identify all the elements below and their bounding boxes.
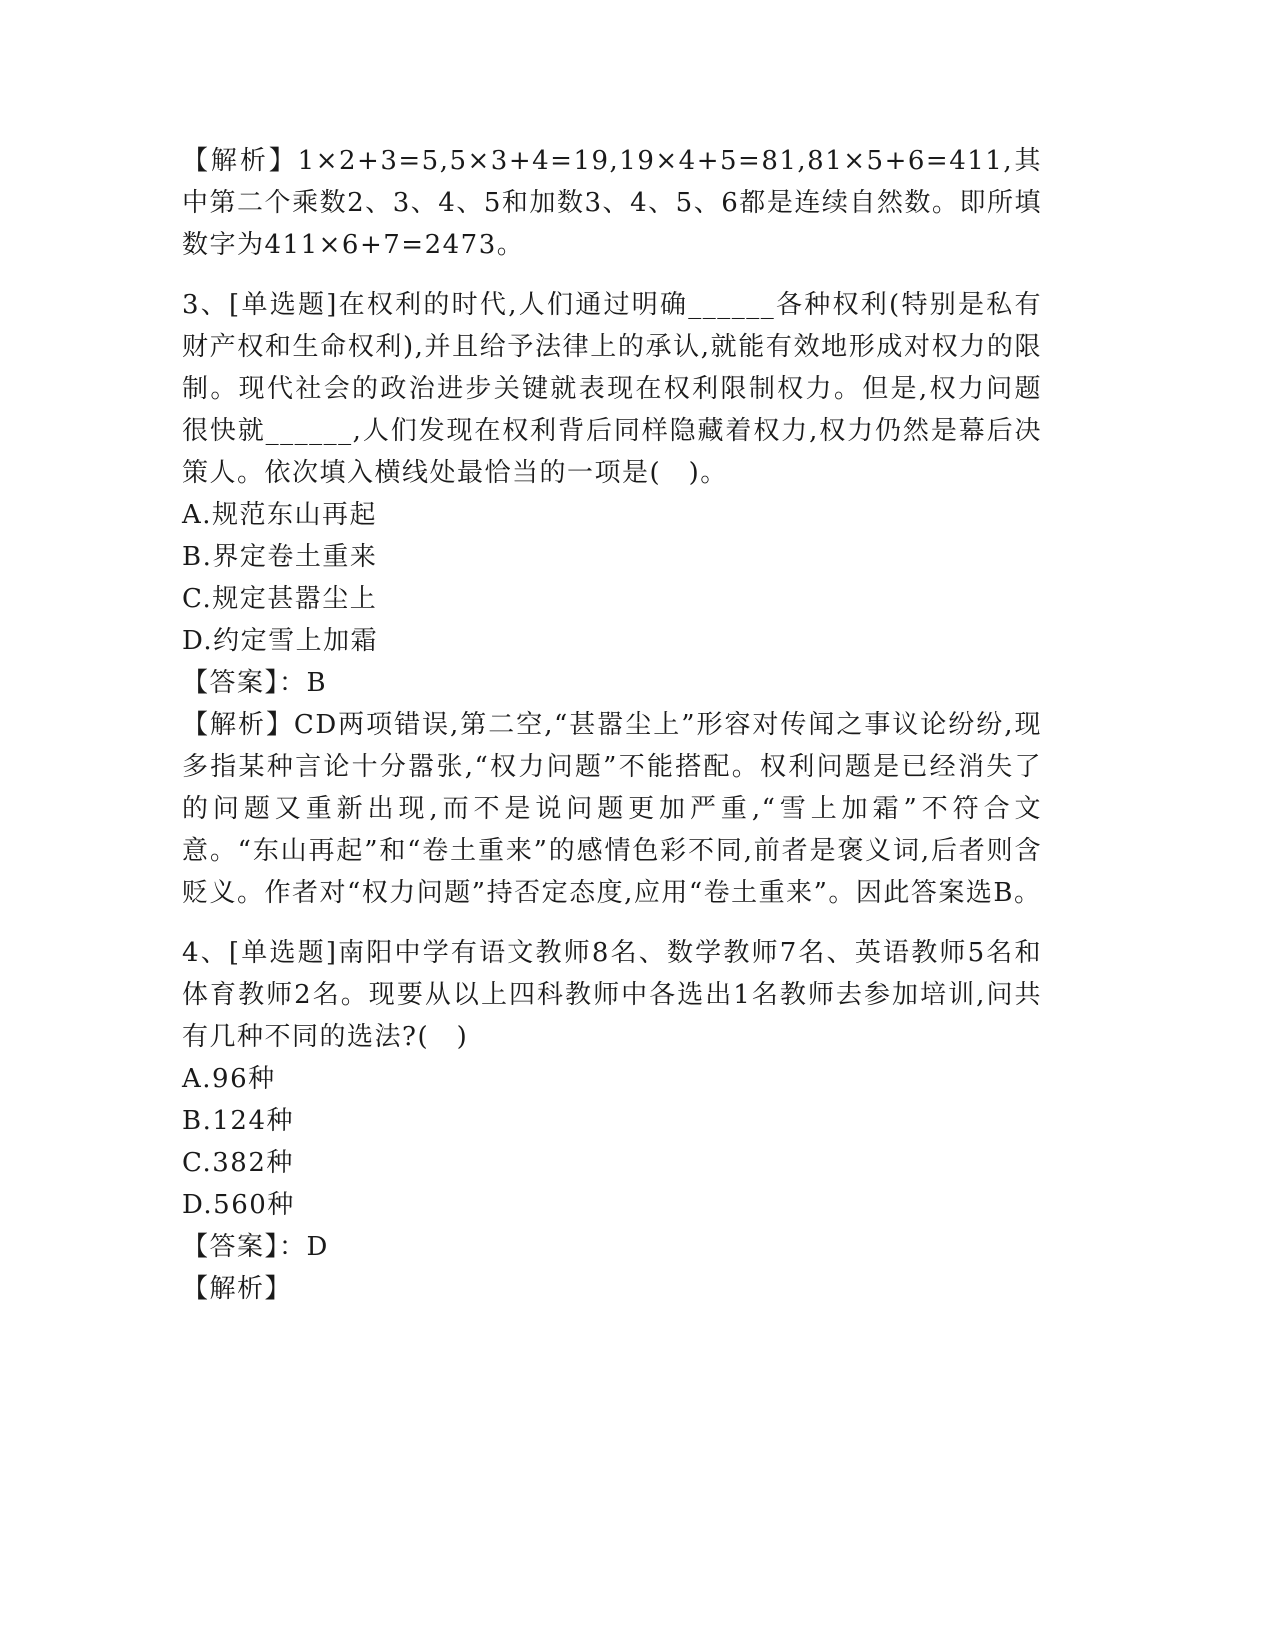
question-3-stem: 3、[单选题]在权利的时代,人们通过明确______各种权利(特别是私有财产权和生命权利),并且给予法律上的承认,就能有效地形成对权力的限制。现代社会的政治进步关键就表现在权利限制权力。但是,权力问题很快就______,人们发现在权利背后同样隐藏着权力,权力仍然是幕后决策人。依次填入横线处最恰当的一项是( )。 <box>182 290 1042 488</box>
question-4-answer: 【答案】：D <box>182 1232 329 1262</box>
question-4-option-c: C.382种 <box>182 1148 294 1178</box>
question-4-stem: 4、[单选题]南阳中学有语文教师8名、数学教师7名、英语教师5名和体育教师2名。现要从以上四科教师中各选出1名教师去参加培训,问共有几种不同的选法?( ) <box>182 938 1042 1052</box>
document-page <box>182 140 1042 1310</box>
spacer <box>182 266 1042 284</box>
question-4-analysis: 【解析】 <box>182 1274 293 1304</box>
question-3-analysis: 【解析】CD两项错误,第二空,“甚嚣尘上”形容对传闻之事议论纷纷,现多指某种言论十分嚣张,“权力问题”不能搭配。权利问题是已经消失了的问题又重新出现,而不是说问题更加严重,“雪上加霜”不符合文意。“东山再起”和“卷土重来”的感情色彩不同,前者是褒义词,后者则含贬义。作者对“权力问题”持否定态度,应用“卷土重来”。因此答案选B。 <box>182 710 1042 908</box>
question-4-option-a: A.96种 <box>182 1064 276 1094</box>
question-3-option-a: A.规范东山再起 <box>182 500 378 530</box>
question-4-option-d: D.560种 <box>182 1190 295 1220</box>
question-3-answer: 【答案】：B <box>182 668 328 698</box>
spacer <box>182 914 1042 932</box>
question-3-option-b: B.界定卷土重来 <box>182 542 378 572</box>
question-3-option-d: D.约定雪上加霜 <box>182 626 379 656</box>
prev-analysis: 【解析】1×2+3=5,5×3+4=19,19×4+5=81,81×5+6=411,其中第二个乘数2、3、4、5和加数3、4、5、6都是连续自然数。即所填数字为411×6+7=2473。 <box>182 146 1042 260</box>
question-3-option-c: C.规定甚嚣尘上 <box>182 584 378 614</box>
question-4-option-b: B.124种 <box>182 1106 294 1136</box>
